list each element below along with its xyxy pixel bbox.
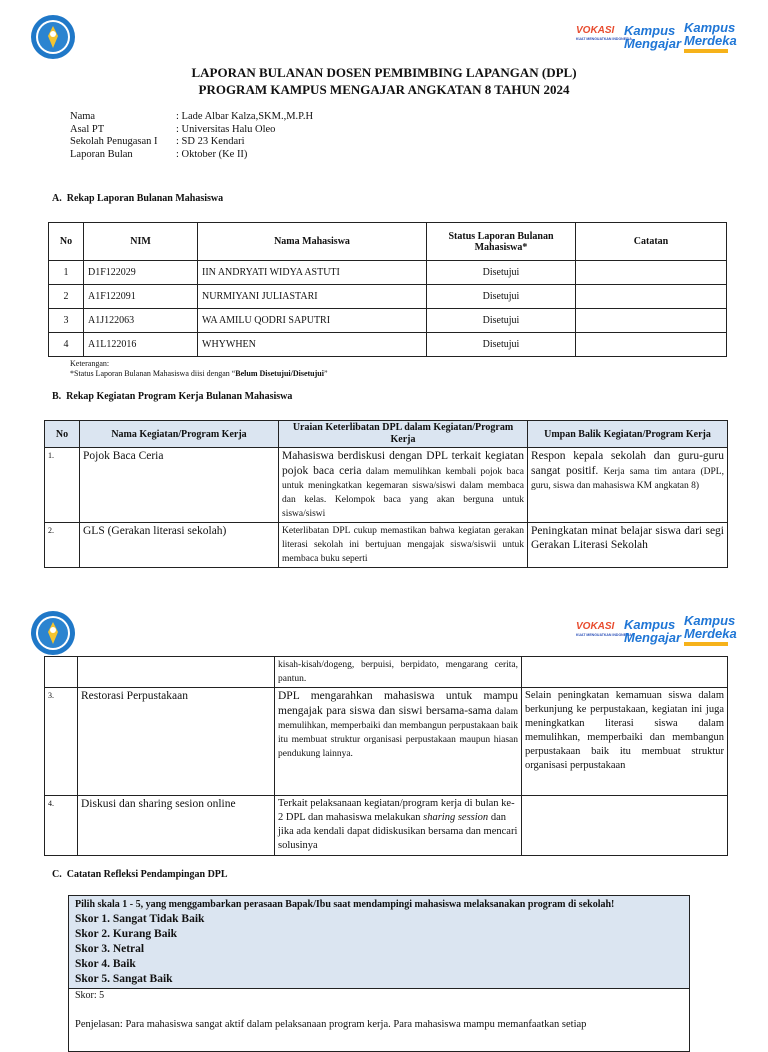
info-label: Asal PT bbox=[70, 123, 105, 135]
info-value: : Oktober (Ke II) bbox=[176, 148, 248, 160]
col-nama-kegiatan: Nama Kegiatan/Program Kerja bbox=[80, 421, 279, 448]
tut-wuri-handayani-logo bbox=[30, 610, 76, 656]
report-title-line1: LAPORAN BULANAN DOSEN PEMBIMBING LAPANGAN (DPL) bbox=[191, 65, 577, 80]
col-no: No bbox=[49, 223, 84, 261]
uraian-italic: sharing session bbox=[423, 812, 489, 823]
table-header-row bbox=[45, 421, 728, 448]
umpan-text: Respon kepala sekolah dan guru-guru sangat positif. bbox=[531, 450, 724, 477]
cell-no: 4. bbox=[45, 796, 78, 856]
cell-no: 4 bbox=[49, 333, 84, 357]
report-title-line2: PROGRAM KAMPUS MENGAJAR ANGKATAN 8 TAHUN 2024 bbox=[198, 82, 570, 97]
kampus-merdeka-line1: Kampus bbox=[684, 613, 736, 628]
cell-umpan-balik bbox=[522, 657, 728, 688]
keterangan-label: Keterangan: bbox=[70, 359, 110, 368]
cell-nim: A1L122016 bbox=[84, 333, 198, 357]
cell-nim: D1F122029 bbox=[84, 261, 198, 285]
col-no: No bbox=[45, 421, 80, 448]
cell-uraian: kisah-kisah/dogeng, berpuisi, berpidato, mengarang cerita, pantun. bbox=[275, 657, 522, 688]
kampus-merdeka-logo bbox=[684, 21, 737, 53]
kampus-mengajar-logo bbox=[624, 24, 681, 50]
keterangan-note bbox=[70, 359, 328, 379]
vokasi-logo bbox=[576, 25, 632, 50]
section-c-heading: C. Catatan Refleksi Pendampingan DPL bbox=[52, 869, 228, 880]
keterangan-prefix: *Status Laporan Bulanan Mahasiswa diisi dengan “ bbox=[70, 369, 236, 378]
table-row bbox=[49, 309, 727, 333]
info-value: : Lade Albar Kalza,SKM.,M.P.H bbox=[176, 111, 314, 122]
kampus-mengajar-line2: Mengajar bbox=[624, 36, 682, 51]
cell-umpan-balik: Peningkatan minat belajar siswa dari segi Gerakan Literasi Sekolah bbox=[528, 523, 728, 568]
cell-status: Disetujui bbox=[427, 333, 576, 357]
scale-item: Skor 5. Sangat Baik bbox=[75, 973, 173, 985]
kampus-merdeka-line2: Merdeka bbox=[684, 626, 737, 641]
cell-nama: WHYWHEN bbox=[198, 333, 427, 357]
cell-no: 3. bbox=[45, 688, 78, 796]
vokasi-logo-subtext: KUAT MENGUATKAN INDONESIA bbox=[576, 633, 632, 637]
table-row bbox=[49, 333, 727, 357]
table-rekap-laporan bbox=[48, 222, 727, 357]
cell-nim: A1F122091 bbox=[84, 285, 198, 309]
section-b-heading: B. Rekap Kegiatan Program Kerja Bulanan Mahasiswa bbox=[52, 391, 293, 402]
info-row-sekolah bbox=[70, 136, 313, 149]
scale-item: Skor 1. Sangat Tidak Baik bbox=[75, 913, 205, 925]
page-gap bbox=[0, 578, 768, 596]
info-label: Nama bbox=[70, 111, 96, 122]
reflection-score: Skor: 5 bbox=[75, 990, 105, 1001]
cell-no: 3 bbox=[49, 309, 84, 333]
col-status: Status Laporan Bulanan Mahasiswa* bbox=[427, 223, 576, 261]
cell-umpan-balik bbox=[528, 448, 728, 523]
cell-nama-kegiatan: GLS (Gerakan literasi sekolah) bbox=[80, 523, 279, 568]
cell-uraian bbox=[275, 796, 522, 856]
kampus-merdeka-bar bbox=[684, 642, 728, 646]
vokasi-logo-text: VOKASI bbox=[576, 25, 615, 36]
keterangan-bold: Belum Disetujui/Disetujui bbox=[235, 369, 324, 378]
uraian-text: DPL mengarahkan mahasiswa untuk mampu mengajak para siswa dan siswi bersama-sama bbox=[278, 690, 518, 717]
kampus-merdeka-line1: Kampus bbox=[684, 20, 736, 35]
cell-nama-kegiatan: Pojok Baca Ceria bbox=[80, 448, 279, 523]
keterangan-text bbox=[70, 369, 328, 379]
cell-uraian bbox=[275, 688, 522, 796]
table-program-kerja-continued bbox=[44, 656, 728, 856]
table-row bbox=[45, 688, 728, 796]
kampus-mengajar-logo bbox=[624, 618, 681, 644]
kampus-merdeka-bar bbox=[684, 49, 728, 53]
cell-no: 2 bbox=[49, 285, 84, 309]
cell-catatan bbox=[576, 333, 727, 357]
cell-status: Disetujui bbox=[427, 285, 576, 309]
uraian-text: Keterlibatan DPL cukup memastikan bahwa kegiatan gerakan literasi sekolah ini bertujuan mengajak siswa/siswii untuk membaca buku seperti bbox=[282, 526, 524, 564]
cell-uraian bbox=[279, 448, 528, 523]
table-row bbox=[49, 285, 727, 309]
vokasi-logo bbox=[576, 621, 632, 646]
col-nama: Nama Mahasiswa bbox=[198, 223, 427, 261]
cell-nama: WA AMILU QODRI SAPUTRI bbox=[198, 309, 427, 333]
col-umpan-balik: Umpan Balik Kegiatan/Program Kerja bbox=[528, 421, 728, 448]
info-label: Sekolah Penugasan I bbox=[70, 136, 158, 147]
cell-no: 1. bbox=[45, 448, 80, 523]
cell-nama-kegiatan: Restorasi Perpustakaan bbox=[78, 688, 275, 796]
table-row bbox=[45, 657, 728, 688]
cell-nama-kegiatan bbox=[78, 657, 275, 688]
vokasi-logo-text: VOKASI bbox=[576, 621, 615, 632]
vokasi-logo-subtext: KUAT MENGUATKAN INDONESIA bbox=[576, 37, 632, 41]
cell-uraian bbox=[279, 523, 528, 568]
cell-nama-kegiatan: Diskusi dan sharing sesion online bbox=[78, 796, 275, 856]
info-row-laporan-bulan bbox=[70, 149, 313, 162]
kampus-merdeka-line2: Merdeka bbox=[684, 33, 737, 48]
kampus-mengajar-line1: Kampus bbox=[624, 23, 676, 38]
uraian-text: Terkait pelaksanaan kegiatan/program kerja di bulan ke-2 DPL dan mahasiswa melakukan bbox=[278, 798, 515, 823]
cell-umpan-balik bbox=[522, 796, 728, 856]
kampus-merdeka-logo bbox=[684, 614, 737, 646]
table-header-row bbox=[49, 223, 727, 261]
info-row-asal-pt bbox=[70, 124, 313, 137]
cell-umpan-balik: Selain peningkatan kemamuan siswa dalam berkunjung ke perpustakaan, kegiatan ini juga meningkatkan literasi siswa dalam memulihkan, memperbaiki dan membangun perpustakaan baik itu membuat struktur organisasi perpustakaan bbox=[522, 688, 728, 796]
cell-no: 1 bbox=[49, 261, 84, 285]
cell-nim: A1J122063 bbox=[84, 309, 198, 333]
info-row-nama bbox=[70, 111, 313, 124]
cell-catatan bbox=[576, 309, 727, 333]
info-block bbox=[70, 111, 313, 161]
table-row bbox=[49, 261, 727, 285]
reflection-question bbox=[69, 896, 689, 988]
section-a-heading: A. Rekap Laporan Bulanan Mahasiswa bbox=[52, 193, 224, 204]
info-value: : SD 23 Kendari bbox=[176, 136, 245, 147]
cell-catatan bbox=[576, 285, 727, 309]
col-nim: NIM bbox=[84, 223, 198, 261]
col-catatan: Catatan bbox=[576, 223, 727, 261]
reflection-answer bbox=[69, 988, 689, 1051]
tut-wuri-handayani-logo bbox=[30, 14, 76, 60]
table-row bbox=[45, 448, 728, 523]
cell-no bbox=[45, 657, 78, 688]
info-label: Laporan Bulan bbox=[70, 148, 133, 160]
cell-status: Disetujui bbox=[427, 261, 576, 285]
kampus-mengajar-line1: Kampus bbox=[624, 617, 676, 632]
reflection-box bbox=[68, 895, 690, 1052]
cell-status: Disetujui bbox=[427, 309, 576, 333]
uraian-text: dalam memulihkan, memperbaiki dan membangun perpustakaan baik itu membuat struktur organisasi perpustakaan maupun hiasan pendukung lainnya. bbox=[278, 707, 518, 759]
cell-no: 2. bbox=[45, 523, 80, 568]
info-value: : Universitas Halu Oleo bbox=[176, 123, 276, 135]
col-uraian: Uraian Keterlibatan DPL dalam Kegiatan/Program Kerja bbox=[279, 421, 528, 448]
reflection-explanation: Penjelasan: Para mahasiswa sangat aktif dalam pelaksanaan program kerja. Para mahasiswa mampu memanfaatkan setiap bbox=[75, 1019, 587, 1030]
uraian-text: dalam memulihkan kembali pojok baca untuk meningkatkan kegemaran siswa/siswi dalam membaca dan kelas. Kelompok baca yang akan berguna untuk siswa/siswi bbox=[282, 467, 524, 519]
table-row bbox=[45, 523, 728, 568]
table-program-kerja bbox=[44, 420, 728, 568]
umpan-text: Kerja sama tim antara (DPL, guru, siswa dan mahasiswa KM angkatan 8) bbox=[531, 467, 724, 491]
cell-nama: IIN ANDRYATI WIDYA ASTUTI bbox=[198, 261, 427, 285]
uraian-text: Mahasiswa berdiskusi dengan DPL terkait kegiatan pojok baca ceria bbox=[282, 450, 524, 477]
cell-catatan bbox=[576, 261, 727, 285]
uraian-text: dan jika ada kendali dapat didiskusikan bersama dan mencari solusinya bbox=[278, 812, 518, 851]
keterangan-suffix: ” bbox=[323, 369, 328, 378]
scale-item: Skor 3. Netral bbox=[75, 943, 145, 955]
reflection-question-text: Pilih skala 1 - 5, yang menggambarkan perasaan Bapak/Ibu saat mendampingi mahasiswa melaksanakan program di sekolah! bbox=[75, 899, 615, 910]
cell-nama: NURMIYANI JULIASTARI bbox=[198, 285, 427, 309]
kampus-mengajar-line2: Mengajar bbox=[624, 630, 682, 645]
scale-item: Skor 2. Kurang Baik bbox=[75, 928, 178, 940]
scale-item: Skor 4. Baik bbox=[75, 958, 136, 970]
table-row bbox=[45, 796, 728, 856]
